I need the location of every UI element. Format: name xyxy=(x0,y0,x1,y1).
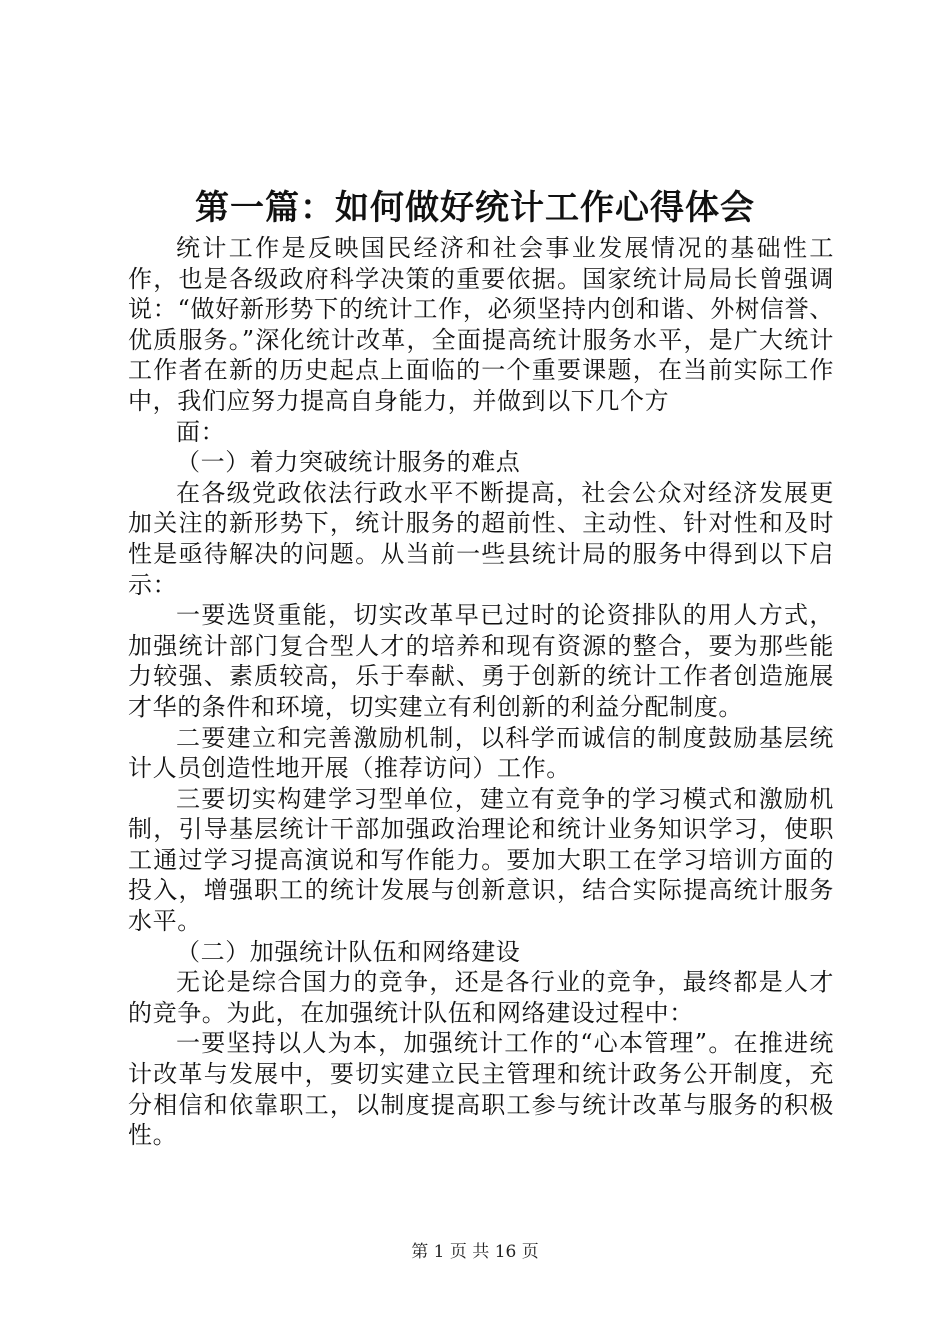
paragraph-section-2-intro: 无论是综合国力的竞争，还是各行业的竞争，最终都是人才的竞争。为此，在加强统计队伍和网络建设过程中： xyxy=(128,968,834,1027)
paragraph-intro-continued: 面： xyxy=(176,417,226,446)
document-title: 第一篇：如何做好统计工作心得体会 xyxy=(195,188,755,228)
section-heading-2: （二）加强统计队伍和网络建设 xyxy=(176,937,521,966)
paragraph-point-1: 一要选贤重能，切实改革早已过时的论资排队的用人方式，加强统计部门复合型人才的培养和现有资源的整合，要为那些能力较强、素质较高，乐于奉献、勇于创新的统计工作者创造施展才华的条件和环境，切实建立有利创新的利益分配制度。 xyxy=(128,601,834,721)
document-body xyxy=(128,233,834,1151)
page-footer: 第 1 页 共 16 页 xyxy=(411,1242,539,1262)
section-heading-1: （一）着力突破统计服务的难点 xyxy=(176,448,521,477)
paragraph-section-2-point-1: 一要坚持以人为本，加强统计工作的“心本管理”。在推进统计改革与发展中，要切实建立民主管理和统计政务公开制度，充分相信和依靠职工，以制度提高职工参与统计改革与服务的积极性。 xyxy=(128,1029,834,1150)
paragraph-section-1-intro: 在各级党政依法行政水平不断提高，社会公众对经济发展更加关注的新形势下，统计服务的超前性、主动性、针对性和及时性是亟待解决的问题。从当前一些县统计局的服务中得到以下启示： xyxy=(128,478,834,599)
paragraph-point-3: 三要切实构建学习型单位，建立有竞争的学习模式和激励机制，引导基层统计干部加强政治理论和统计业务知识学习，使职工通过学习提高演说和写作能力。要加大职工在学习培训方面的投入，增强职工的统计发展与创新意识，结合实际提高统计服务水平。 xyxy=(128,784,834,936)
paragraph-intro: 统计工作是反映国民经济和社会事业发展情况的基础性工作，也是各级政府科学决策的重要依据。国家统计局局长曾强调说：“做好新形势下的统计工作，必须坚持内创和谐、外树信誉、优质服务。”深化统计改革，全面提高统计服务水平，是广大统计工作者在新的历史起点上面临的一个重要课题，在当前实际工作中，我们应努力提高自身能力，并做到以下几个方 xyxy=(128,234,834,415)
paragraph-point-2: 二要建立和完善激励机制，以科学而诚信的制度鼓励基层统计人员创造性地开展（推荐访问）工作。 xyxy=(128,723,834,783)
